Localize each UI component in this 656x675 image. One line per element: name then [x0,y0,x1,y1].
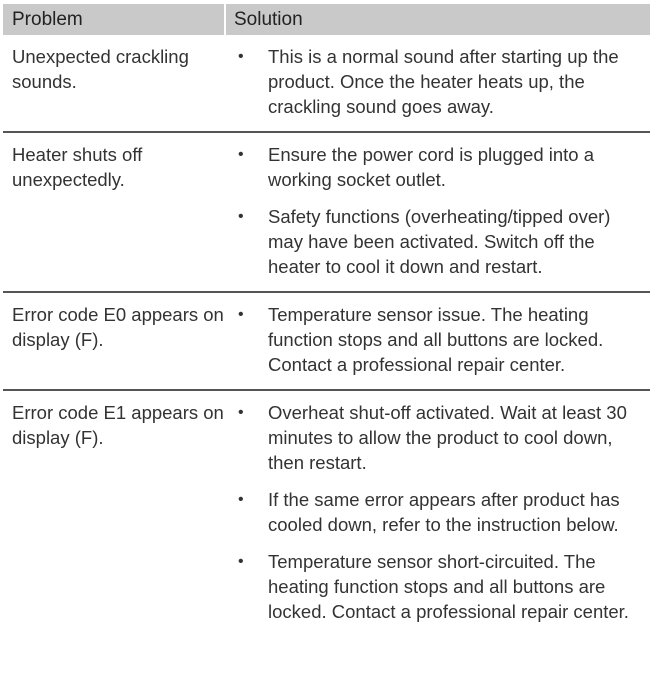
bullet-icon: • [238,306,244,323]
solution-item [226,400,650,475]
bullet-icon: • [238,146,244,163]
solution-text: Ensure the power cord is plugged into a working socket outlet. [268,144,595,190]
problem-cell: Error code E1 appears on display (F). [12,402,224,448]
bullet-icon: • [238,208,244,225]
problem-cell: Error code E0 appears on display (F). [12,304,224,350]
bullet-icon: • [238,404,244,421]
solution-text: This is a normal sound after starting up the product. Once the heater heats up, the crackling sound goes away. [268,46,619,117]
table-row [3,293,650,391]
solution-item [226,487,650,537]
solution-cell [226,35,650,131]
solution-cell [226,391,650,636]
solution-text: Overheat shut-off activated. Wait at least 30 minutes to allow the product to cool down, then restart. [268,402,627,473]
problem-cell: Heater shuts off unexpectedly. [12,144,143,190]
solution-text: Safety functions (overheating/tipped over) may have been activated. Switch off the heater to cool it down and restart. [268,206,611,277]
solution-cell [226,293,650,389]
solution-item [226,549,650,624]
table-row [3,391,650,636]
solution-cell [226,133,650,291]
solution-text: Temperature sensor short-circuited. The heating function stops and all buttons are locked. Contact a professional repair center. [268,551,629,622]
header-problem: Problem [3,4,224,35]
solution-item [226,44,650,119]
bullet-icon: • [238,491,244,508]
table-row [3,35,650,133]
troubleshooting-table [3,4,650,636]
problem-cell: Unexpected crackling sounds. [12,46,189,92]
table-row [3,133,650,293]
solution-item [226,302,650,377]
table-header [3,4,650,35]
header-solution: Solution [226,4,650,35]
bullet-icon: • [238,48,244,65]
solution-item [226,142,650,192]
solution-text: Temperature sensor issue. The heating function stops and all buttons are locked. Contact a professional repair center. [268,304,604,375]
bullet-icon: • [238,553,244,570]
solution-text: If the same error appears after product has cooled down, refer to the instruction below. [268,489,620,535]
solution-item [226,204,650,279]
